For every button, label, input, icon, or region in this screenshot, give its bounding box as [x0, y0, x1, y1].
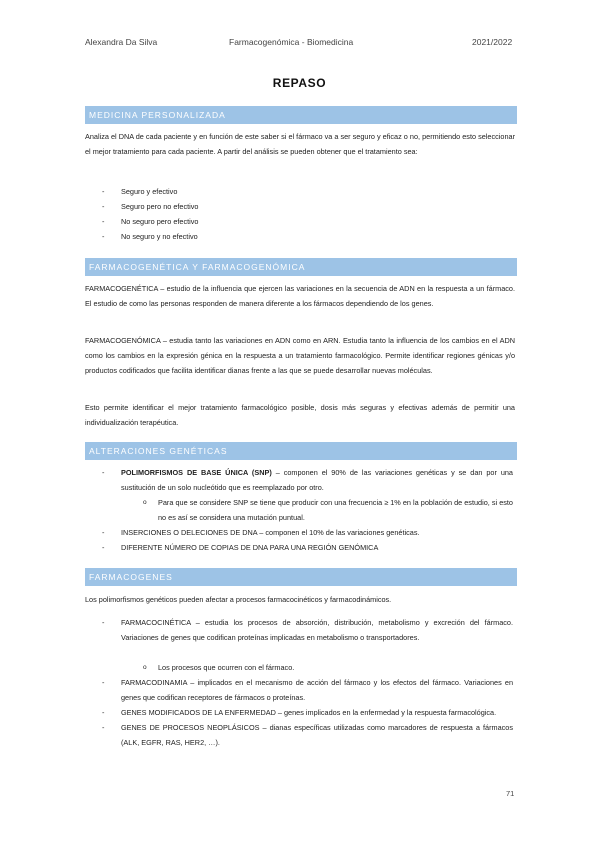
list-item	[121, 525, 513, 540]
term: GENES DE PROCESOS NEOPLÁSICOS	[121, 723, 260, 732]
section-heading-farmacogenes: FARMACOGENES	[85, 568, 517, 586]
term: INSERCIONES O DELECIONES DE DNA	[121, 528, 258, 537]
definition-farmacogenomica	[85, 333, 515, 378]
list-item	[121, 465, 513, 495]
header-author: Alexandra Da Silva	[85, 37, 158, 47]
page-title: REPASO	[272, 76, 327, 90]
item-text: – componen el 10% de las variaciones genéticas.	[257, 528, 420, 537]
section-paragraph: Los polimorfismos genéticos pueden afectar a procesos farmacocinéticos y farmacodinámicos.	[85, 595, 392, 604]
alterations-list	[121, 465, 513, 495]
list-item	[121, 615, 513, 645]
section-heading-alteraciones-geneticas: ALTERACIONES GENÉTICAS	[85, 442, 517, 460]
sub-list	[158, 660, 513, 675]
page-number: 71	[506, 789, 515, 798]
term: FARMACOCINÉTICA	[121, 618, 191, 627]
item-text: – implicados en el mecanismo de acción del fármaco y los efectos del fármaco. Variaciones en genes que codifican receptores de fármacos o proteínas.	[121, 678, 513, 702]
term: GENES MODIFICADOS DE LA ENFERMEDAD	[121, 708, 276, 717]
sub-list-item: o Para que se considere SNP se tiene que producir con una frecuencia ≥ 1% en la población de estudio, si esto no es así se considera una mutación puntual.	[158, 495, 513, 525]
list-item	[121, 675, 513, 705]
list-item	[121, 705, 513, 720]
item-text: – dianas específicas utilizadas como marcadores de respuesta a fármacos (ALK, EGFR, RAS, HER2, …).	[121, 723, 513, 747]
list-item	[121, 720, 513, 750]
sub-list-item: o Los procesos que ocurren con el fármaco.	[158, 660, 513, 675]
list-item	[121, 540, 513, 555]
sub-list	[158, 495, 513, 525]
item-text: – componen el 90% de las variaciones genéticas y se dan por una sustitución de un solo nucleótido que es reemplazado por otro.	[121, 468, 513, 492]
definition-text: – estudio de la influencia que ejercen las variaciones en la secuencia de ADN en la respuesta a un fármaco. El estudio de como las personas responden de manera diferente a los fármacos dependiendo de los genes.	[85, 284, 515, 308]
section-paragraph: Analiza el DNA de cada paciente y en función de este saber si el fármaco va a ser seguro y eficaz o no, permitiendo esto seleccionar el mejor tratamiento para cada paciente. A partir del análisis se pueden obtener que el tratamiento sea:	[85, 132, 515, 156]
term: DIFERENTE NÚMERO DE COPIAS DE DNA PARA UNA REGIÓN GENÓMICA	[121, 543, 379, 552]
term: POLIMORFISMOS DE BASE ÚNICA (SNP)	[121, 468, 272, 477]
section-heading-medicina-personalizada: MEDICINA PERSONALIZADA	[85, 106, 517, 124]
item-text: – genes implicados en la enfermedad y la respuesta farmacológica.	[275, 708, 497, 717]
list-item: - No seguro pero efectivo	[121, 214, 511, 229]
header-subject: Farmacogenómica - Biomedicina	[229, 37, 354, 47]
header-year: 2021/2022	[472, 37, 513, 47]
term: FARMACOGENÓMICA	[85, 336, 161, 345]
list-item: - Seguro pero no efectivo	[121, 199, 511, 214]
definition-farmacogenetica	[85, 281, 515, 311]
list-item: - No seguro y no efectivo	[121, 229, 511, 244]
section-paragraph: Esto permite identificar el mejor tratamiento farmacológico posible, dosis más seguras y efectivas además de permitir una individualización terapéutica.	[85, 403, 515, 427]
list-item: - Seguro y efectivo	[121, 184, 511, 199]
term: FARMACODINAMIA	[121, 678, 188, 687]
outcome-list	[121, 184, 511, 244]
definition-text: – estudia tanto las variaciones en ADN como en ARN. Estudia tanto la influencia de los cambios en el ADN como los cambios en la expresión génica en la respuesta a un tratamiento farmacológico. Permite identificar regiones génicas y/o productos codificados que facilita identificar dianas frente a las que se puede desarrollar nuevas moléculas.	[85, 336, 515, 375]
item-text: – estudia los procesos de absorción, distribución, metabolismo y excreción del fármaco. Variaciones de genes que codifican proteínas implicadas en metabolismo o transportadores.	[121, 618, 513, 642]
alterations-list-cont	[121, 525, 513, 555]
farmacogenes-list	[121, 615, 513, 645]
section-heading-farmacogenetica: FARMACOGENÉTICA Y FARMACOGENÓMICA	[85, 258, 517, 276]
term: FARMACOGENÉTICA	[85, 284, 158, 293]
farmacogenes-list-cont	[121, 675, 513, 750]
